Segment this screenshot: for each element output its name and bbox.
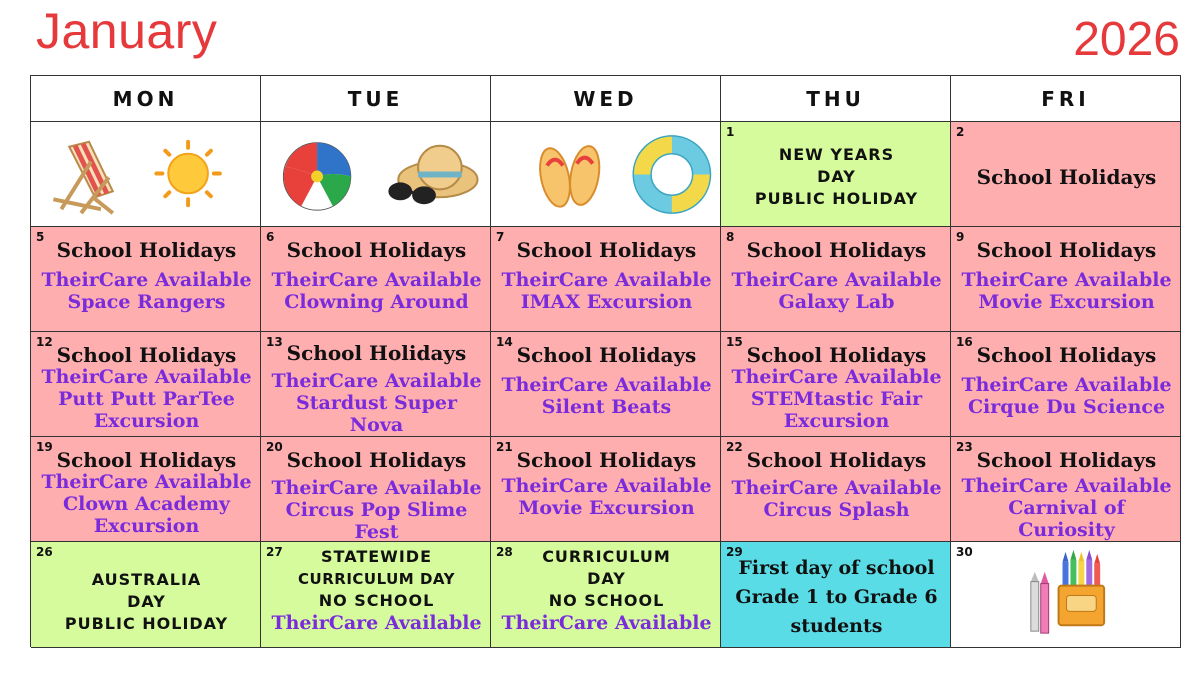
day-number: 16 [956,335,973,349]
day-number: 12 [36,335,53,349]
event-label: Circus Pop Slime Fest [285,499,468,542]
care-label: TheirCare Available [731,477,942,499]
day-number: 28 [496,545,513,559]
day-cell-30 [951,542,1181,648]
care-label: TheirCare Available [271,370,482,392]
event-label: Clown Academy [63,493,230,515]
care-label: TheirCare Available [41,366,252,388]
care-label: TheirCare Available [41,269,252,291]
school-holidays-label: School Holidays [286,341,467,365]
day-cell-28 [491,542,721,648]
no-school-label: STATEWIDE [321,547,432,566]
beach-chair-icon [53,142,112,213]
day-number: 19 [36,440,53,454]
day-number: 21 [496,440,513,454]
day-cell-wed-blank [491,122,721,227]
day-cell-20 [261,437,491,542]
event-label: Space Rangers [67,291,226,313]
flip-flops-icon [535,144,603,210]
event-label: Silent Beats [541,396,672,418]
day-cell-14 [491,332,721,437]
day-cell-5 [31,227,261,332]
day-cell-7 [491,227,721,332]
day-number: 26 [36,545,53,559]
day-cell-tue-blank [261,122,491,227]
day-number: 1 [726,125,735,139]
school-holidays-label: School Holidays [976,165,1157,189]
school-holidays-label: School Holidays [516,448,697,472]
weekday-header-fri: FRI [951,76,1181,122]
care-label: TheirCare Available [501,612,712,634]
no-school-label: NO SCHOOL [548,591,665,610]
day-cell-21 [491,437,721,542]
day-cell-22 [721,437,951,542]
day-cell-26 [31,542,261,648]
care-label: TheirCare Available [41,471,252,493]
no-school-label: DAY [587,569,626,588]
day-cell-mon-blank [31,122,261,227]
holiday-label: DAY [127,591,166,611]
calendar-grid [30,75,1181,647]
school-holidays-label: School Holidays [516,238,697,262]
day-cell-8 [721,227,951,332]
event-label: Putt Putt ParTee [58,388,235,410]
event-label: Clowning Around [284,291,469,313]
event-label: STEMtastic Fair [750,388,923,410]
holiday-label: AUSTRALIA [91,569,202,589]
beach-ball-icon [283,143,350,210]
day-cell-1 [721,122,951,227]
day-cell-16 [951,332,1181,437]
school-holidays-label: School Holidays [976,448,1157,472]
holiday-label: NEW YEARS [778,145,895,164]
first-day-label: students [790,615,883,637]
day-cell-15 [721,332,951,437]
no-school-label: CURRICULUM [542,547,671,566]
care-label: TheirCare Available [271,477,482,499]
care-label: TheirCare Available [271,612,482,634]
day-cell-27 [261,542,491,648]
month-title: January [36,3,218,59]
care-label: TheirCare Available [501,269,712,291]
holiday-label: PUBLIC HOLIDAY [754,189,919,208]
weekday-header-thu: THU [721,76,951,122]
holiday-label: PUBLIC HOLIDAY [64,613,229,633]
event-label: Carnival of Curiosity [1008,497,1125,541]
event-label: IMAX Excursion [520,291,693,313]
school-holidays-label: School Holidays [56,238,237,262]
care-label: TheirCare Available [731,269,942,291]
event-label: Cirque Du Science [967,396,1166,418]
day-number: 15 [726,335,743,349]
day-number: 13 [266,335,283,349]
day-number: 9 [956,230,965,244]
holiday-label: DAY [817,167,856,186]
event-label-2: Excursion [783,410,890,432]
event-label: Galaxy Lab [778,291,895,313]
day-number: 7 [496,230,505,244]
event-label: Movie Excursion [518,497,695,519]
day-cell-29 [721,542,951,648]
school-holidays-label: School Holidays [56,343,237,367]
first-day-label: First day of school [738,557,935,579]
care-label: TheirCare Available [731,366,942,388]
event-label: Movie Excursion [978,291,1155,313]
school-holidays-label: School Holidays [746,448,927,472]
school-holidays-label: School Holidays [56,448,237,472]
event-label: Stardust Super Nova [296,392,457,436]
event-label-2: Excursion [93,410,200,432]
day-cell-23 [951,437,1181,542]
event-label: Circus Splash [763,499,910,521]
care-label: TheirCare Available [961,475,1172,497]
day-number: 2 [956,125,965,139]
care-label: TheirCare Available [501,475,712,497]
day-cell-13 [261,332,491,437]
school-holidays-label: School Holidays [976,238,1157,262]
day-cell-19 [31,437,261,542]
school-holidays-label: School Holidays [746,238,927,262]
sun-icon [156,142,219,205]
day-number: 20 [266,440,283,454]
school-holidays-label: School Holidays [286,448,467,472]
day-number: 8 [726,230,735,244]
day-cell-9 [951,227,1181,332]
weekday-header-mon: MON [31,76,261,122]
school-holidays-label: School Holidays [286,238,467,262]
sun-hat-sunglasses-icon [388,146,477,204]
school-holidays-label: School Holidays [516,343,697,367]
day-number: 29 [726,545,743,559]
day-number: 23 [956,440,973,454]
day-cell-12 [31,332,261,437]
weekday-header-tue: TUE [261,76,491,122]
first-day-label: Grade 1 to Grade 6 [735,586,938,608]
no-school-label: CURRICULUM DAY [298,570,455,588]
day-cell-6 [261,227,491,332]
school-holidays-label: School Holidays [746,343,927,367]
day-number: 6 [266,230,275,244]
no-school-label: NO SCHOOL [318,591,435,610]
day-number: 22 [726,440,743,454]
day-number: 5 [36,230,45,244]
swim-ring-icon [633,136,710,213]
day-number: 14 [496,335,513,349]
care-label: TheirCare Available [961,269,1172,291]
care-label: TheirCare Available [961,374,1172,396]
year-title: 2026 [1073,13,1180,66]
day-number: 27 [266,545,283,559]
day-cell-2 [951,122,1181,227]
event-label-2: Excursion [93,515,200,537]
day-number: 30 [956,545,973,559]
crayons-icon [1031,550,1104,633]
care-label: TheirCare Available [501,374,712,396]
weekday-header-wed: WED [491,76,721,122]
care-label: TheirCare Available [271,269,482,291]
school-holidays-label: School Holidays [976,343,1157,367]
